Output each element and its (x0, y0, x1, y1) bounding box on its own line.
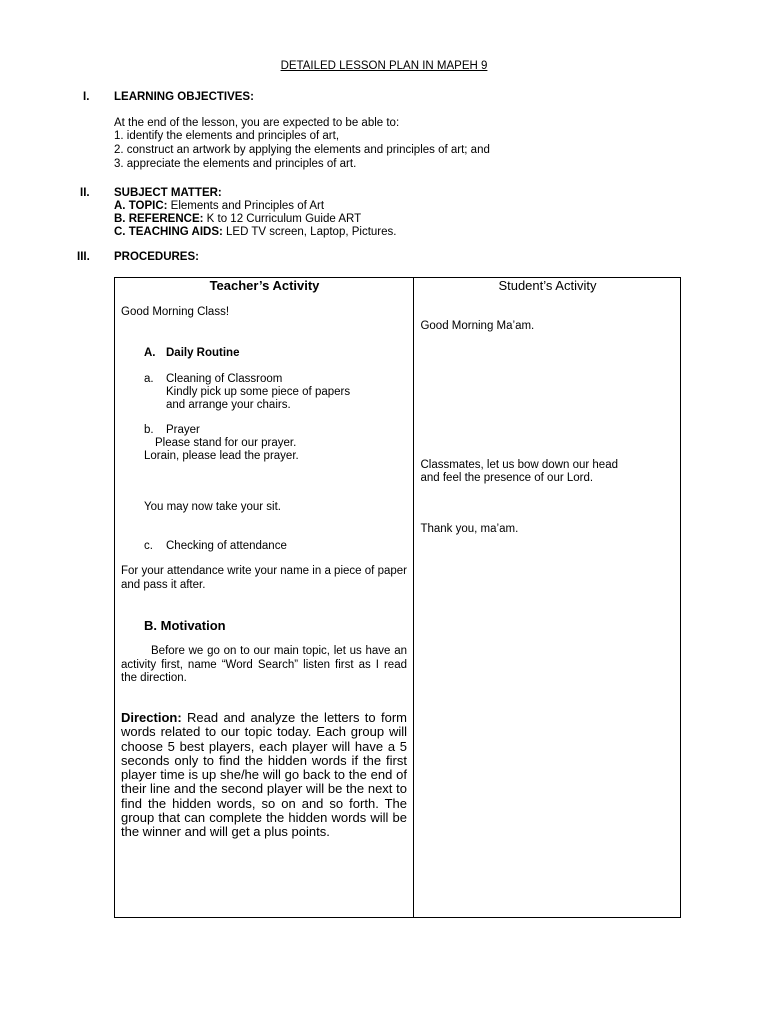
direction-label: Direction: (121, 710, 182, 725)
reference-label: B. REFERENCE: (114, 213, 204, 225)
section-3-number: III. (77, 251, 90, 263)
topic-label: A. TOPIC: (114, 200, 168, 212)
student-activity-column (414, 278, 681, 918)
attendance-heading: Checking of attendance (166, 540, 287, 552)
section-2-title: SUBJECT MATTER: (114, 187, 222, 199)
motivation-text: Before we go on to our main topic, let us have an activity first, name “Word Search” listen first as I read the direction. (121, 645, 407, 684)
teaching-aids-value: LED TV screen, Laptop, Pictures. (222, 226, 397, 238)
prayer-letter: b. (144, 424, 154, 436)
take-seat-text: You may now take your sit. (144, 501, 282, 513)
subject-reference (114, 213, 361, 227)
student-activity-header: Student’s Activity (498, 278, 597, 293)
section-2-number: II. (80, 187, 90, 199)
teacher-activity-header: Teacher’s Activity (209, 278, 320, 293)
prayer-instruction: Please stand for our prayer. (155, 437, 297, 449)
procedures-table (114, 277, 681, 918)
cleaning-instruction: and arrange your chairs. (166, 399, 291, 411)
student-prayer-line: Classmates, let us bow down our head (420, 459, 618, 471)
subject-topic (114, 200, 324, 214)
reference-value: K to 12 Curriculum Guide ART (203, 213, 362, 225)
cleaning-letter: a. (144, 373, 154, 385)
teaching-aids-label: C. TEACHING AIDS: (114, 226, 223, 238)
attendance-letter: c. (144, 540, 153, 552)
objective-item: 3. appreciate the elements and principles of art. (114, 158, 357, 170)
student-thanks: Thank you, ma’am. (420, 523, 519, 535)
topic-value: Elements and Principles of Art (167, 200, 325, 212)
daily-routine-letter: A. (144, 347, 156, 359)
direction-paragraph (121, 711, 407, 840)
objectives-intro: At the end of the lesson, you are expected to be able to: (114, 117, 400, 129)
cleaning-instruction: Kindly pick up some piece of papers (166, 386, 351, 398)
cleaning-heading: Cleaning of Classroom (166, 373, 283, 385)
document-title: DETAILED LESSON PLAN IN MAPEH 9 (280, 60, 488, 72)
teacher-activity-column (115, 278, 414, 918)
section-1-title: LEARNING OBJECTIVES: (114, 91, 254, 103)
teacher-greeting: Good Morning Class! (121, 306, 230, 318)
section-1-number: I. (83, 91, 90, 103)
attendance-instruction: For your attendance write your name in a piece of paper and pass it after. (121, 565, 407, 591)
subject-teaching-aids (114, 226, 396, 240)
student-prayer-line: and feel the presence of our Lord. (420, 472, 594, 484)
section-3-title: PROCEDURES: (114, 251, 199, 263)
prayer-heading: Prayer (166, 424, 200, 436)
objective-item: 2. construct an artwork by applying the elements and principles of art; and (114, 144, 490, 156)
student-greeting: Good Morning Ma’am. (420, 320, 535, 332)
daily-routine-heading: Daily Routine (166, 347, 240, 359)
objective-item: 1. identify the elements and principles of art, (114, 130, 340, 142)
prayer-instruction: Lorain, please lead the prayer. (144, 450, 299, 462)
motivation-heading: B. Motivation (144, 618, 226, 633)
direction-text: Read and analyze the letters to form words related to our topic today. Each group will choose 5 best players, each player will have a 5 seconds only to find the hidden words if the first player time is up she/he will go back to the end of their line and the second player will be the next to find the hidden words, so on and so forth. The group that can complete the hidden words will be the winner and will get a plus points. (121, 710, 407, 840)
